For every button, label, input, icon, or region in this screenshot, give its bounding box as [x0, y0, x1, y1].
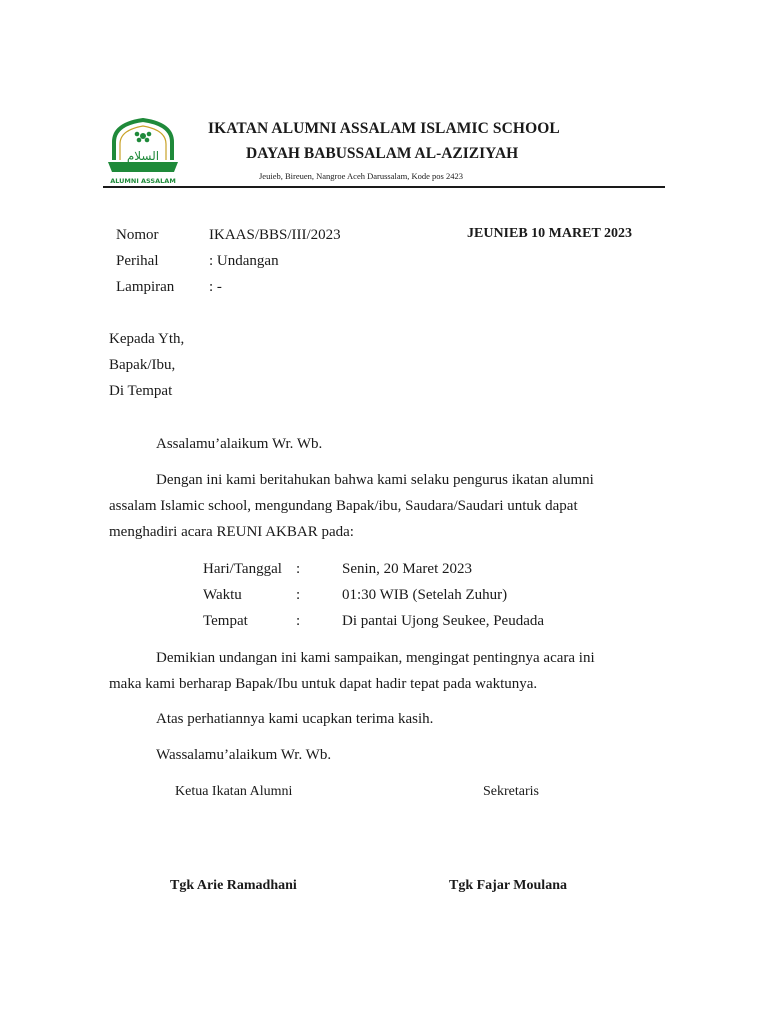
detail-separator: : — [296, 561, 301, 577]
perihal-value: : Undangan — [209, 253, 279, 269]
recipient-line: Di Tempat — [109, 383, 173, 399]
thanks-line: Atas perhatiannya kami ucapkan terima kasih. — [156, 711, 434, 727]
organization-address: Jeuieb, Bireuen, Nangroe Aceh Darussalam, Kode pos 2423 — [259, 171, 463, 181]
detail-value: Senin, 20 Maret 2023 — [342, 561, 472, 577]
nomor-label: Nomor — [116, 227, 159, 243]
nomor-value: IKAAS/BBS/III/2023 — [209, 227, 341, 243]
recipient-line: Bapak/Ibu, — [109, 357, 176, 373]
letter-date: JEUNIEB 10 MARET 2023 — [467, 226, 633, 241]
recipient-line: Kepada Yth, — [109, 331, 185, 347]
header-divider — [103, 186, 665, 188]
closing-line: Wassalamu’alaikum Wr. Wb. — [156, 747, 332, 763]
signatory-name-left: Tgk Arie Ramadhani — [170, 878, 297, 893]
paragraph-line: Demikian undangan ini kami sampaikan, mengingat pentingnya acara ini — [156, 650, 595, 666]
greeting: Assalamu’alaikum Wr. Wb. — [156, 436, 323, 452]
detail-separator: : — [296, 587, 301, 603]
detail-label: Tempat — [203, 613, 248, 629]
paragraph-line: assalam Islamic school, mengundang Bapak/ibu, Saudara/Saudari untuk dapat — [109, 498, 578, 514]
perihal-label: Perihal — [116, 253, 159, 269]
lampiran-label: Lampiran — [116, 279, 175, 295]
lampiran-value: : - — [209, 279, 222, 295]
detail-label: Hari/Tanggal — [203, 561, 282, 577]
organization-logo — [104, 116, 182, 186]
organization-subname: DAYAH BABUSSALAM AL-AZIZIYAH — [246, 145, 519, 162]
signatory-title-right: Sekretaris — [483, 784, 539, 799]
detail-label: Waktu — [203, 587, 242, 603]
signatory-title-left: Ketua Ikatan Alumni — [175, 784, 293, 799]
detail-value: 01:30 WIB (Setelah Zuhur) — [342, 587, 508, 603]
paragraph-line: menghadiri acara REUNI AKBAR pada: — [109, 524, 354, 540]
paragraph-line: maka kami berharap Bapak/Ibu untuk dapat hadir tepat pada waktunya. — [109, 676, 538, 692]
paragraph-line: Dengan ini kami beritahukan bahwa kami selaku pengurus ikatan alumni — [156, 472, 594, 488]
detail-separator: : — [296, 613, 301, 629]
organization-name: IKATAN ALUMNI ASSALAM ISLAMIC SCHOOL — [208, 120, 560, 137]
logo-caption: ALUMNI ASSALAM — [110, 177, 176, 185]
signatory-name-right: Tgk Fajar Moulana — [449, 878, 567, 893]
logo-arabic-text: السلام — [126, 149, 160, 163]
detail-value: Di pantai Ujong Seukee, Peudada — [342, 613, 545, 629]
